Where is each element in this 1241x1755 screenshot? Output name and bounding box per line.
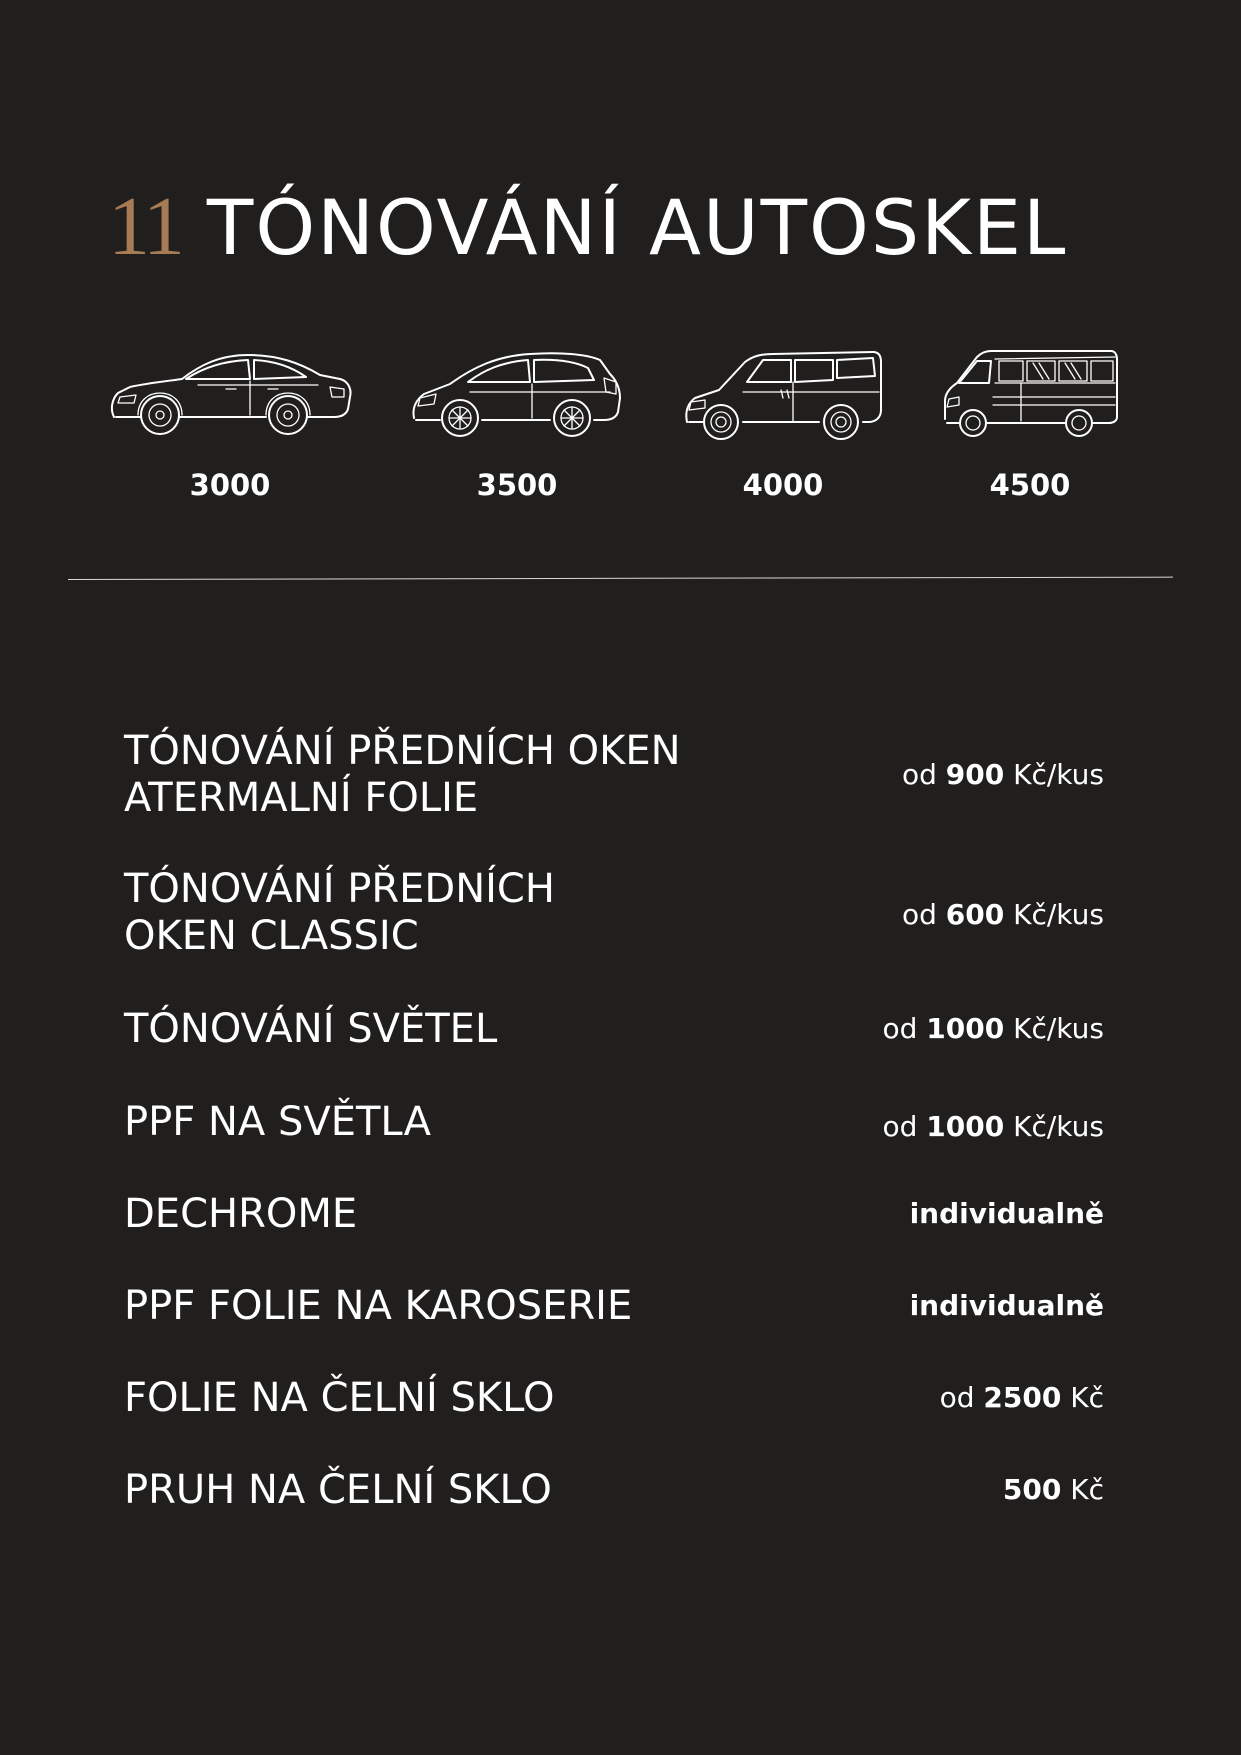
service-price: od 900 Kč/kus [901, 758, 1104, 791]
service-price: individualně [909, 1197, 1104, 1230]
vehicle-price-hatchback: 3500 [476, 468, 558, 502]
page-title [108, 178, 1148, 278]
service-price: individualně [909, 1289, 1104, 1322]
service-row [124, 1096, 1104, 1146]
service-label: TÓNOVÁNÍ PŘEDNÍCH OKEN CLASSIC [124, 866, 555, 959]
section-title: TÓNOVÁNÍ AUTOSKEL [206, 183, 1068, 272]
vehicle-price-sedan: 3000 [189, 468, 271, 502]
service-row [124, 1188, 1104, 1238]
service-row [124, 1003, 1104, 1053]
service-row [124, 1372, 1104, 1422]
service-label: TÓNOVÁNÍ SVĚTEL [124, 1006, 498, 1052]
sedan-icon [108, 345, 353, 435]
service-label: DECHROME [124, 1191, 358, 1237]
vehicle-price-van: 4500 [989, 468, 1071, 502]
service-price: od 600 Kč/kus [901, 898, 1104, 931]
hatchback-icon [410, 348, 625, 436]
service-price: 500 Kč [1002, 1473, 1104, 1506]
vehicle-van [943, 347, 1118, 437]
service-price: od 1000 Kč/kus [882, 1110, 1104, 1143]
service-row [124, 728, 1104, 822]
service-label: TÓNOVÁNÍ PŘEDNÍCH OKEN ATERMALNÍ FOLIE [124, 728, 681, 821]
section-divider [68, 577, 1173, 580]
vehicle-hatchback [410, 348, 625, 436]
service-row [124, 1464, 1104, 1514]
minivan-icon [683, 348, 883, 438]
service-price: od 2500 Kč [939, 1381, 1104, 1414]
service-row [124, 866, 1104, 960]
service-row [124, 1280, 1104, 1330]
van-icon [943, 347, 1118, 437]
service-label: PPF FOLIE NA KAROSERIE [124, 1283, 633, 1329]
section-number: 11 [108, 180, 181, 273]
service-label: FOLIE NA ČELNÍ SKLO [124, 1375, 555, 1421]
vehicle-minivan [683, 348, 883, 438]
vehicle-price-minivan: 4000 [742, 468, 824, 502]
service-label: PPF NA SVĚTLA [124, 1099, 431, 1145]
service-label: PRUH NA ČELNÍ SKLO [124, 1467, 552, 1513]
service-price: od 1000 Kč/kus [882, 1012, 1104, 1045]
vehicle-sedan [108, 345, 353, 435]
